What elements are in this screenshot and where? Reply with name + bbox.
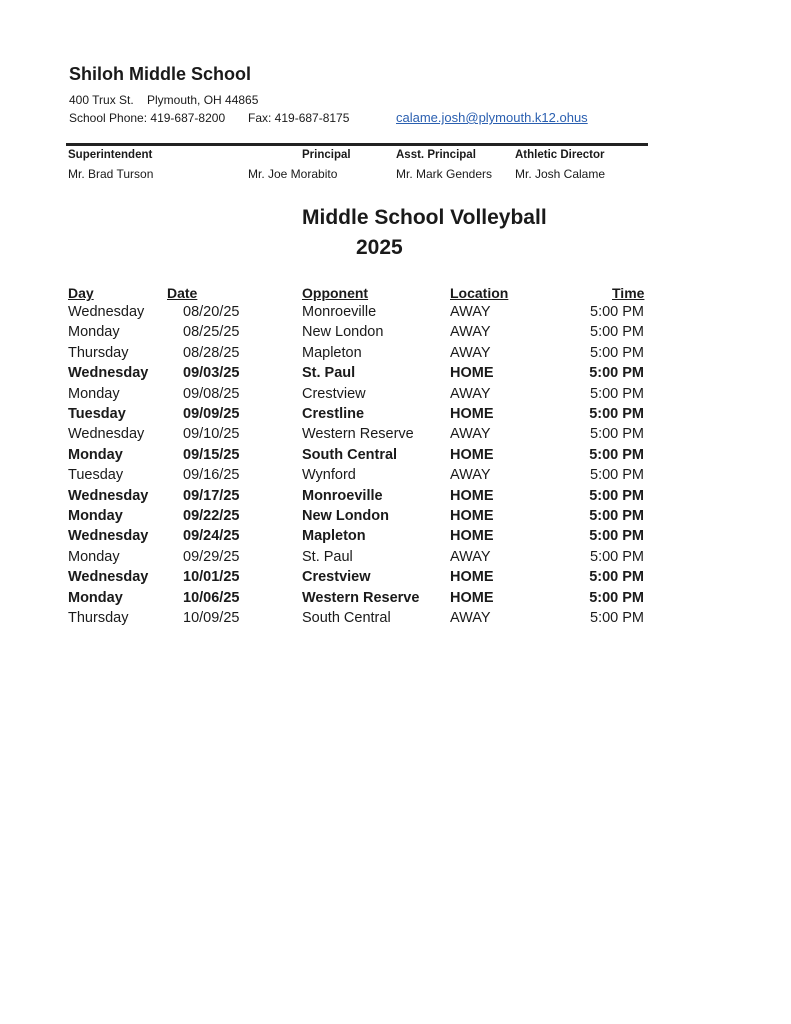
row-time: 5:00 PM [589,487,644,504]
row-location: AWAY [450,467,491,484]
row-opponent: Crestview [302,385,366,402]
row-date: 09/29/25 [183,548,240,565]
table-row [0,467,791,487]
header-location: Location [450,285,509,301]
table-row [0,549,791,569]
row-day: Wednesday [68,487,149,504]
header-opponent: Opponent [302,285,369,301]
table-row [0,590,791,610]
row-opponent: Crestview [302,569,371,586]
header-date: Date [167,285,198,301]
row-opponent: New London [302,324,384,341]
table-row [0,488,791,508]
row-opponent: St. Paul [302,548,353,565]
table-row [0,345,791,365]
row-opponent: Monroeville [302,304,377,320]
school-street: 400 Trux St. [69,93,134,107]
row-location: HOME [450,446,494,463]
row-location: AWAY [450,426,491,443]
row-time: 5:00 PM [589,528,644,545]
asst-principal-title: Asst. Principal [396,149,476,161]
row-time: 5:00 PM [590,344,644,361]
row-opponent: Mapleton [302,344,362,361]
row-opponent: Western Reserve [302,589,420,606]
row-location: HOME [450,487,494,504]
row-date: 09/24/25 [183,528,240,545]
table-row [0,610,791,630]
row-time: 5:00 PM [589,365,644,382]
schedule-year: 2025 [356,236,403,259]
school-fax: Fax: 419-687-8175 [248,111,350,125]
table-row [0,365,791,385]
row-day: Wednesday [68,528,149,545]
row-location: AWAY [450,610,491,626]
row-day: Monday [68,324,120,341]
row-opponent: South Central [302,446,398,463]
row-time: 5:00 PM [589,446,644,463]
row-location: AWAY [450,324,491,341]
row-day: Monday [68,446,123,463]
asst-principal-name: Mr. Mark Genders [396,167,493,181]
row-location: HOME [450,589,494,606]
superintendent-name: Mr. Brad Turson [68,167,154,181]
athletic-director-name: Mr. Josh Calame [515,167,606,181]
row-day: Tuesday [68,467,124,484]
row-day: Thursday [68,610,129,626]
row-opponent: New London [302,508,389,524]
row-day: Monday [68,385,120,402]
row-location: HOME [450,365,494,382]
row-time: 5:00 PM [590,324,644,341]
principal-name: Mr. Joe Morabito [248,167,338,181]
row-date: 09/15/25 [183,446,240,463]
row-time: 5:00 PM [590,426,644,443]
row-time: 5:00 PM [589,589,644,606]
row-day: Wednesday [68,569,149,586]
row-opponent: Western Reserve [302,426,414,443]
row-time: 5:00 PM [590,304,644,320]
row-time: 5:00 PM [590,467,644,484]
row-time: 5:00 PM [590,610,644,626]
row-date: 09/16/25 [183,467,240,484]
header-day: Day [68,285,94,301]
superintendent-title: Superintendent [68,149,153,161]
row-date: 08/20/25 [183,304,240,320]
row-date: 09/09/25 [183,406,240,422]
row-day: Wednesday [68,365,149,382]
row-opponent: Monroeville [302,487,383,504]
row-date: 09/22/25 [183,508,240,524]
table-row [0,528,791,548]
row-date: 09/08/25 [183,385,240,402]
row-day: Wednesday [68,426,145,443]
row-time: 5:00 PM [590,385,644,402]
table-row [0,569,791,589]
row-date: 10/01/25 [183,569,240,586]
header-divider [66,143,648,146]
row-opponent: South Central [302,610,391,626]
table-row [0,386,791,406]
row-time: 5:00 PM [590,548,644,565]
row-time: 5:00 PM [589,508,644,524]
row-location: AWAY [450,385,491,402]
header-time: Time [612,285,645,301]
row-day: Wednesday [68,304,145,320]
row-date: 09/10/25 [183,426,240,443]
table-row [0,304,791,324]
row-location: HOME [450,528,494,545]
row-date: 09/17/25 [183,487,240,504]
row-location: AWAY [450,344,491,361]
table-row [0,447,791,467]
row-day: Thursday [68,344,129,361]
row-day: Tuesday [68,406,126,422]
principal-title: Principal [302,149,351,161]
row-location: HOME [450,508,494,524]
row-day: Monday [68,548,120,565]
table-row [0,324,791,344]
row-opponent: Wynford [302,467,356,484]
row-day: Monday [68,589,123,606]
table-row [0,508,791,528]
table-row [0,426,791,446]
row-date: 08/25/25 [183,324,240,341]
row-opponent: Crestline [302,406,365,422]
row-location: HOME [450,406,494,422]
row-time: 5:00 PM [589,569,644,586]
email-link[interactable]: calame.josh@plymouth.k12.ohus [396,110,588,125]
row-opponent: St. Paul [302,365,356,382]
table-row [0,406,791,426]
school-phone: School Phone: 419-687-8200 [69,111,226,125]
row-time: 5:00 PM [589,406,644,422]
school-name: Shiloh Middle School [69,64,251,84]
row-date: 10/09/25 [183,610,240,626]
row-date: 10/06/25 [183,589,240,606]
row-opponent: Mapleton [302,528,366,545]
row-location: AWAY [450,304,491,320]
row-day: Monday [68,508,123,524]
row-location: HOME [450,569,494,586]
row-date: 08/28/25 [183,344,240,361]
row-location: AWAY [450,548,491,565]
athletic-director-title: Athletic Director [515,149,605,161]
school-city: Plymouth, OH 44865 [147,93,259,107]
schedule-title: Middle School Volleyball [302,206,547,229]
row-date: 09/03/25 [183,365,240,382]
